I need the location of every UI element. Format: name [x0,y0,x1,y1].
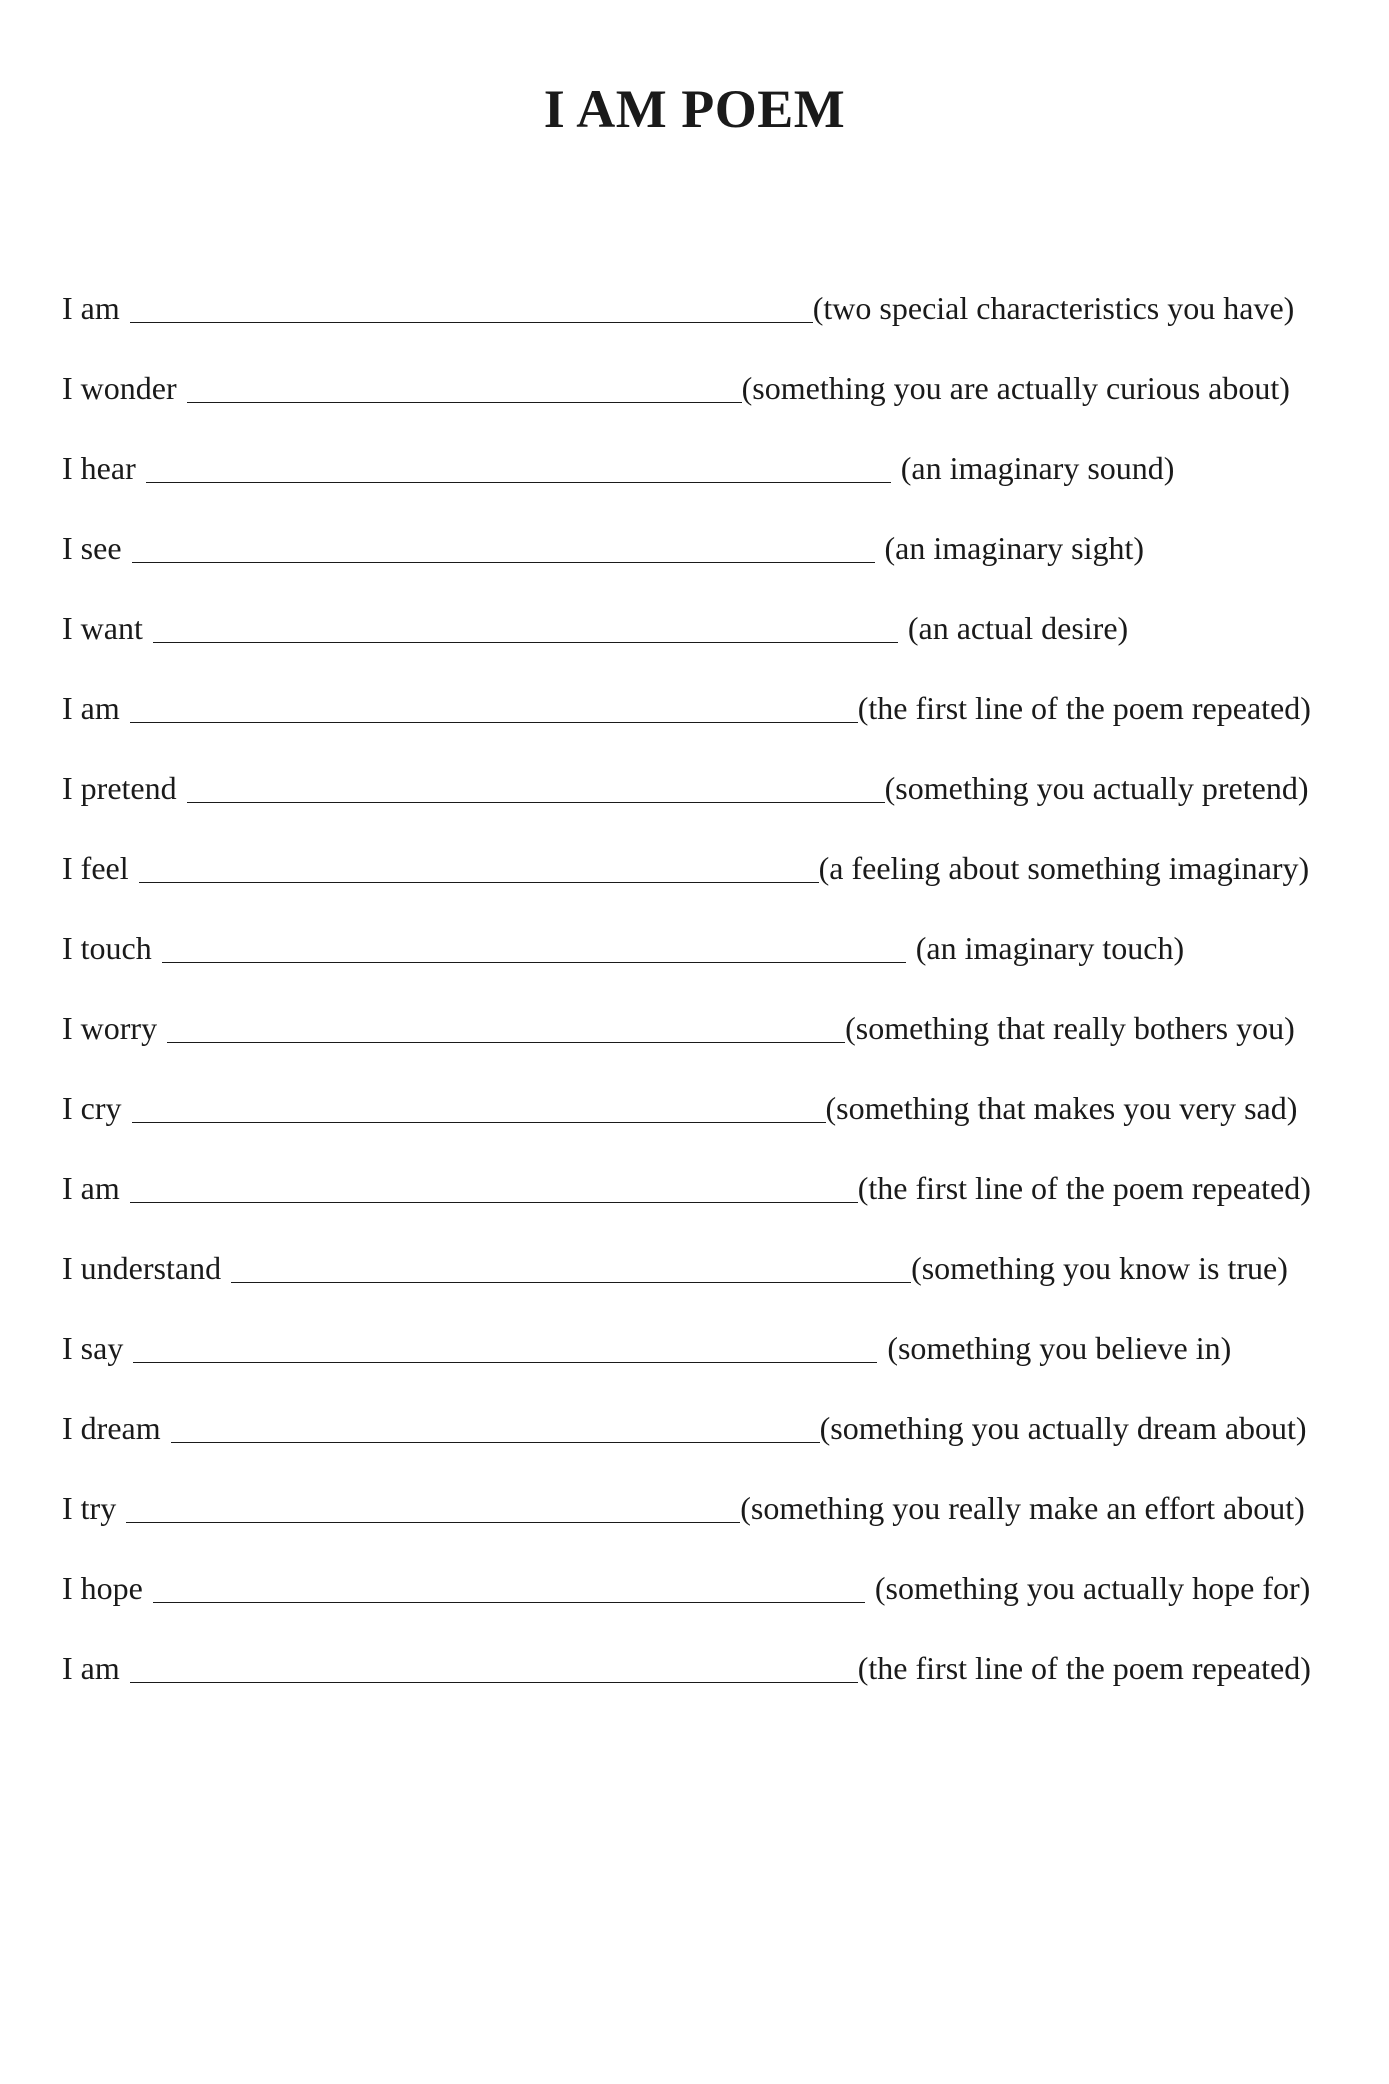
line-hint: (a feeling about something imaginary) [818,850,1310,886]
line-hint: (something you actually hope for) [874,1570,1311,1606]
line-prompt: I cry [62,1090,122,1126]
poem-line-i-am-2 [62,690,1342,770]
line-hint: (something that makes you very sad) [825,1090,1298,1126]
line-hint: (something you believe in) [887,1330,1232,1366]
answer-blank[interactable] [130,1682,858,1683]
line-prompt: I want [62,610,143,646]
poem-line-i-am-3 [62,1170,1342,1250]
poem-line-i-feel [62,850,1342,930]
line-prompt: I see [62,530,122,566]
line-hint: (an imaginary sound) [900,450,1175,486]
line-prompt: I wonder [62,370,177,406]
answer-blank[interactable] [146,482,891,483]
poem-line-i-hope [62,1570,1342,1650]
answer-blank[interactable] [162,962,906,963]
poem-line-i-pretend [62,770,1342,850]
poem-line-i-am-4 [62,1650,1342,1730]
line-prompt: I understand [62,1250,222,1286]
answer-blank[interactable] [187,802,885,803]
poem-line-i-worry [62,1010,1342,1090]
poem-line-i-wonder [62,370,1342,450]
answer-blank[interactable] [133,1362,877,1363]
answer-blank[interactable] [139,882,819,883]
page-title: I AM POEM [543,79,846,139]
answer-blank[interactable] [153,1602,865,1603]
line-prompt: I hear [62,450,136,486]
line-hint: (an actual desire) [907,610,1129,646]
line-prompt: I try [62,1490,117,1526]
line-hint: (something you are actually curious about) [741,370,1290,406]
poem-line-i-dream [62,1410,1342,1490]
answer-blank[interactable] [153,642,898,643]
answer-blank[interactable] [167,1042,845,1043]
answer-blank[interactable] [132,1122,826,1123]
answer-blank[interactable] [231,1282,911,1283]
poem-line-i-touch [62,930,1342,1010]
line-prompt: I feel [62,850,129,886]
poem-line-i-understand [62,1250,1342,1330]
line-prompt: I dream [62,1410,161,1446]
line-prompt: I say [62,1330,124,1366]
answer-blank[interactable] [130,322,813,323]
line-hint: (something you really make an effort about) [740,1490,1305,1526]
poem-line-i-hear [62,450,1342,530]
poem-line-i-want [62,610,1342,690]
answer-blank[interactable] [130,1202,858,1203]
poem-line-i-say [62,1330,1342,1410]
line-prompt: I worry [62,1010,158,1046]
poem-line-i-cry [62,1090,1342,1170]
poem-line-i-am-1 [62,290,1342,370]
line-prompt: I am [62,1170,120,1206]
line-hint: (an imaginary sight) [884,530,1144,566]
line-hint: (an imaginary touch) [915,930,1185,966]
line-prompt: I am [62,1650,120,1686]
poem-line-i-see [62,530,1342,610]
line-hint: (something that really bothers you) [845,1010,1295,1046]
line-hint: (the first line of the poem repeated) [857,1650,1311,1686]
line-prompt: I am [62,690,120,726]
poem-lines [62,290,1342,1730]
line-hint: (something you actually pretend) [884,770,1309,806]
line-hint: (two special characteristics you have) [812,290,1295,326]
answer-blank[interactable] [132,562,875,563]
line-prompt: I touch [62,930,152,966]
poem-line-i-try [62,1490,1342,1570]
line-hint: (the first line of the poem repeated) [857,690,1311,726]
answer-blank[interactable] [130,722,858,723]
answer-blank[interactable] [126,1522,740,1523]
line-hint: (something you know is true) [911,1250,1288,1286]
line-prompt: I hope [62,1570,143,1606]
line-prompt: I am [62,290,120,326]
answer-blank[interactable] [187,402,742,403]
line-hint: (the first line of the poem repeated) [857,1170,1311,1206]
line-hint: (something you actually dream about) [819,1410,1307,1446]
line-prompt: I pretend [62,770,177,806]
answer-blank[interactable] [171,1442,820,1443]
